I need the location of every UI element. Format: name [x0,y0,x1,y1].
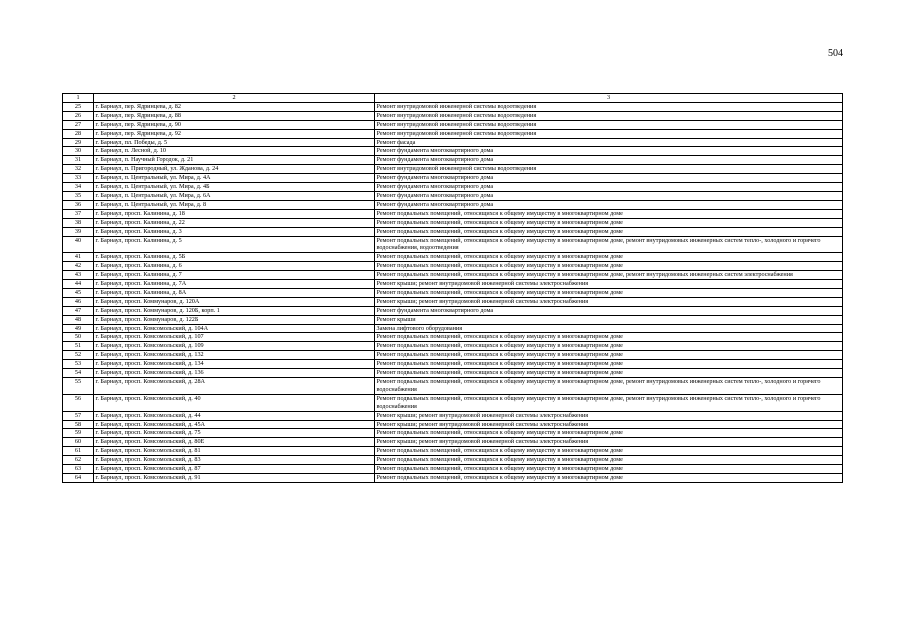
row-number: 59 [63,429,94,438]
row-work: Ремонт подвальных помещений, относящихся к общему имуществу в многоквартирном доме [375,262,843,271]
row-address: г. Барнаул, просп. Комсомольский, д. 87 [94,465,375,474]
row-address: г. Барнаул, просп. Комсомольский, д. 83 [94,456,375,465]
table-row [63,324,843,333]
table-row [63,147,843,156]
row-number: 53 [63,360,94,369]
row-number: 62 [63,456,94,465]
row-number: 37 [63,209,94,218]
table-row [63,183,843,192]
row-number: 63 [63,465,94,474]
table-row [63,227,843,236]
row-number: 58 [63,420,94,429]
table-row [63,473,843,482]
table-row [63,209,843,218]
row-number: 51 [63,342,94,351]
row-work: Ремонт фундамента многоквартирного дома [375,183,843,192]
row-number: 50 [63,333,94,342]
row-work: Ремонт подвальных помещений, относящихся к общему имуществу в многоквартирном доме [375,333,843,342]
row-address: г. Барнаул, просп. Коммунаров, д. 120Б, корп. 1 [94,306,375,315]
works-table [62,93,843,483]
row-address: г. Барнаул, п. Центральный, ул. Мира, д. 4Б [94,183,375,192]
row-work: Ремонт подвальных помещений, относящихся к общему имуществу в многоквартирном доме, ремонт внутридомовых инженерных систем тепло-, холодного и горячего водоснабжения [375,394,843,411]
row-number: 39 [63,227,94,236]
table-row [63,156,843,165]
row-number: 64 [63,473,94,482]
row-work: Ремонт крыши; ремонт внутридомовой инженерной системы электроснабжения [375,280,843,289]
row-work: Ремонт подвальных помещений, относящихся к общему имуществу в многоквартирном доме [375,209,843,218]
row-work: Ремонт крыши [375,315,843,324]
row-address: г. Барнаул, просп. Калинина, д. 18 [94,209,375,218]
row-number: 48 [63,315,94,324]
row-work: Ремонт фундамента многоквартирного дома [375,306,843,315]
table-row [63,342,843,351]
row-work: Ремонт подвальных помещений, относящихся к общему имуществу в многоквартирном доме [375,465,843,474]
row-number: 41 [63,253,94,262]
row-address: г. Барнаул, просп. Комсомольский, д. 132 [94,351,375,360]
row-address: г. Барнаул, просп. Калинина, д. 5 [94,236,375,253]
row-number: 36 [63,200,94,209]
row-address: г. Барнаул, просп. Калинина, д. 3 [94,227,375,236]
row-address: г. Барнаул, просп. Комсомольский, д. 81 [94,447,375,456]
row-address: г. Барнаул, просп. Комсомольский, д. 136 [94,369,375,378]
table-row [63,369,843,378]
table-row [63,138,843,147]
row-address: г. Барнаул, просп. Комсомольский, д. 44 [94,411,375,420]
row-work: Ремонт крыши; ремонт внутридомовой инженерной системы электроснабжения [375,411,843,420]
row-number: 47 [63,306,94,315]
row-address: г. Барнаул, просп. Комсомольский, д. 45А [94,420,375,429]
row-work: Ремонт фундамента многоквартирного дома [375,156,843,165]
row-address: г. Барнаул, пер. Ядринцева, д. 92 [94,129,375,138]
header-col-2: 2 [94,94,375,103]
row-address: г. Барнаул, просп. Комсомольский, д. 75 [94,429,375,438]
row-number: 52 [63,351,94,360]
row-number: 56 [63,394,94,411]
row-work: Ремонт подвальных помещений, относящихся к общему имуществу в многоквартирном доме [375,369,843,378]
row-address: г. Барнаул, п. Лесной, д. 10 [94,147,375,156]
row-number: 57 [63,411,94,420]
row-work: Ремонт подвальных помещений, относящихся к общему имуществу в многоквартирном доме [375,227,843,236]
row-number: 38 [63,218,94,227]
row-work: Ремонт подвальных помещений, относящихся к общему имуществу в многоквартирном доме [375,456,843,465]
header-col-3: 3 [375,94,843,103]
table-row [63,280,843,289]
row-work: Ремонт подвальных помещений, относящихся к общему имуществу в многоквартирном доме [375,447,843,456]
table-row [63,411,843,420]
row-work: Ремонт фундамента многоквартирного дома [375,147,843,156]
row-number: 25 [63,102,94,111]
table-row [63,297,843,306]
row-number: 32 [63,165,94,174]
row-address: г. Барнаул, просп. Калинина, д. 7А [94,280,375,289]
row-address: г. Барнаул, просп. Комсомольский, д. 109 [94,342,375,351]
row-address: г. Барнаул, просп. Калинина, д. 5Б [94,253,375,262]
row-address: г. Барнаул, п. Центральный, ул. Мира, д. 6А [94,191,375,200]
table-row [63,306,843,315]
row-address: г. Барнаул, просп. Комсомольский, д. 91 [94,473,375,482]
row-work: Ремонт внутридомовой инженерной системы водоотведения [375,120,843,129]
table-header-row [63,94,843,103]
table-row [63,236,843,253]
row-address: г. Барнаул, просп. Комсомольский, д. 28А [94,378,375,395]
table-row [63,456,843,465]
row-address: г. Барнаул, пл. Победы, д. 5 [94,138,375,147]
row-address: г. Барнаул, пер. Ядринцева, д. 90 [94,120,375,129]
row-work: Ремонт внутридомовой инженерной системы водоотведения [375,165,843,174]
row-work: Замена лифтового оборудования [375,324,843,333]
table-row [63,191,843,200]
row-work: Ремонт крыши; ремонт внутридомовой инженерной системы электроснабжения [375,438,843,447]
table-row [63,447,843,456]
row-work: Ремонт внутридомовой инженерной системы водоотведения [375,129,843,138]
row-number: 54 [63,369,94,378]
row-address: г. Барнаул, просп. Калинина, д. 8А [94,288,375,297]
row-number: 45 [63,288,94,297]
table-row [63,465,843,474]
table-row [63,174,843,183]
row-work: Ремонт подвальных помещений, относящихся к общему имуществу в многоквартирном доме [375,473,843,482]
table-row [63,351,843,360]
row-address: г. Барнаул, просп. Комсомольский, д. 134 [94,360,375,369]
row-number: 28 [63,129,94,138]
row-work: Ремонт фундамента многоквартирного дома [375,191,843,200]
row-work: Ремонт фундамента многоквартирного дома [375,174,843,183]
table-row [63,315,843,324]
row-address: г. Барнаул, просп. Калинина, д. 6 [94,262,375,271]
table-row [63,394,843,411]
row-address: г. Барнаул, п. Центральный, ул. Мира, д. 4А [94,174,375,183]
row-work: Ремонт фундамента многоквартирного дома [375,200,843,209]
row-number: 27 [63,120,94,129]
table-row [63,378,843,395]
table-row [63,165,843,174]
row-number: 46 [63,297,94,306]
table-row [63,438,843,447]
row-work: Ремонт подвальных помещений, относящихся к общему имуществу в многоквартирном доме [375,342,843,351]
row-number: 44 [63,280,94,289]
row-address: г. Барнаул, просп. Комсомольский, д. 80Е [94,438,375,447]
table-row [63,218,843,227]
row-number: 40 [63,236,94,253]
row-number: 49 [63,324,94,333]
row-work: Ремонт подвальных помещений, относящихся к общему имуществу в многоквартирном доме [375,429,843,438]
table-row [63,102,843,111]
row-number: 30 [63,147,94,156]
row-address: г. Барнаул, п. Пригородный, ул. Жданова, д. 24 [94,165,375,174]
table-row [63,129,843,138]
table-row [63,429,843,438]
row-work: Ремонт подвальных помещений, относящихся к общему имуществу в многоквартирном доме [375,288,843,297]
header-col-1: 1 [63,94,94,103]
row-number: 60 [63,438,94,447]
row-address: г. Барнаул, пер. Ядринцева, д. 88 [94,111,375,120]
table-row [63,333,843,342]
table-row [63,200,843,209]
table-row [63,360,843,369]
table-row [63,253,843,262]
row-address: г. Барнаул, просп. Коммунаров, д. 122Б [94,315,375,324]
row-work: Ремонт внутридомовой инженерной системы водоотведения [375,111,843,120]
table-row [63,111,843,120]
row-number: 33 [63,174,94,183]
row-number: 29 [63,138,94,147]
row-number: 43 [63,271,94,280]
row-work: Ремонт подвальных помещений, относящихся к общему имуществу в многоквартирном доме [375,218,843,227]
row-number: 35 [63,191,94,200]
page-number: 504 [828,48,843,59]
row-number: 55 [63,378,94,395]
table-row [63,420,843,429]
row-work: Ремонт крыши; ремонт внутридомовой инженерной системы электроснабжения [375,420,843,429]
row-work: Ремонт подвальных помещений, относящихся к общему имуществу в многоквартирном доме, ремонт внутридомовых инженерных систем тепло-, холодного и горячего водоснабжения [375,378,843,395]
row-number: 31 [63,156,94,165]
row-work: Ремонт подвальных помещений, относящихся к общему имуществу в многоквартирном доме, ремонт внутридомовых инженерных систем тепло-, холодного и горячего водоснабжения, водоотведения [375,236,843,253]
table-row [63,262,843,271]
row-work: Ремонт подвальных помещений, относящихся к общему имуществу в многоквартирном доме [375,351,843,360]
row-work: Ремонт подвальных помещений, относящихся к общему имуществу в многоквартирном доме [375,253,843,262]
row-address: г. Барнаул, просп. Комсомольский, д. 104А [94,324,375,333]
row-address: г. Барнаул, просп. Комсомольский, д. 40 [94,394,375,411]
table-row [63,288,843,297]
row-address: г. Барнаул, просп. Калинина, д. 7 [94,271,375,280]
row-work: Ремонт подвальных помещений, относящихся к общему имуществу в многоквартирном доме [375,360,843,369]
row-address: г. Барнаул, п. Научный Городок, д. 21 [94,156,375,165]
row-address: г. Барнаул, пер. Ядринцева, д. 82 [94,102,375,111]
row-address: г. Барнаул, п. Центральный, ул. Мира, д. 8 [94,200,375,209]
row-address: г. Барнаул, просп. Коммунаров, д. 120А [94,297,375,306]
row-work: Ремонт подвальных помещений, относящихся к общему имуществу в многоквартирном доме, ремонт внутридомовых инженерных систем электроснабжения [375,271,843,280]
row-number: 34 [63,183,94,192]
row-address: г. Барнаул, просп. Комсомольский, д. 107 [94,333,375,342]
table-row [63,120,843,129]
row-number: 26 [63,111,94,120]
row-number: 42 [63,262,94,271]
row-address: г. Барнаул, просп. Калинина, д. 22 [94,218,375,227]
table-row [63,271,843,280]
row-work: Ремонт крыши; ремонт внутридомовой инженерной системы электроснабжения [375,297,843,306]
row-work: Ремонт фасада [375,138,843,147]
row-number: 61 [63,447,94,456]
row-work: Ремонт внутридомовой инженерной системы водоотведения [375,102,843,111]
